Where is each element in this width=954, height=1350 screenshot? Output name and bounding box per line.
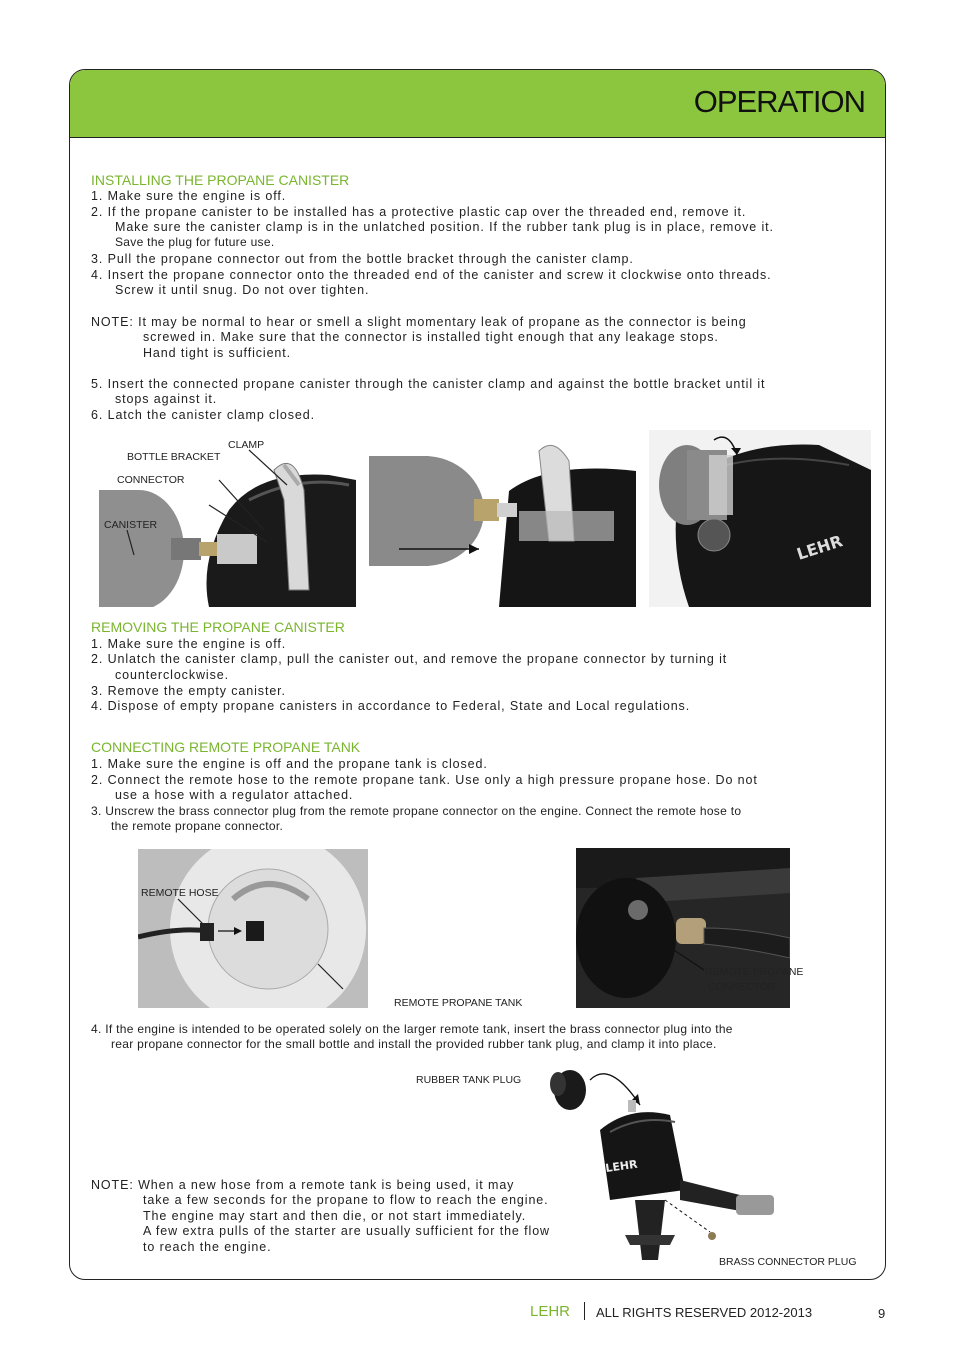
remove-step-3: 3. Remove the empty canister. [91, 684, 286, 698]
engine-logo-photo3: LEHR [794, 531, 845, 564]
connect-step-4: 4. If the engine is intended to be operated solely on the larger remote tank, insert the brass connector plug into the [91, 1022, 733, 1036]
remove-step-4: 4. Dispose of empty propane canisters in accordance to Federal, State and Local regulations. [91, 699, 691, 713]
install-step-5-cont: stops against it. [115, 392, 218, 406]
connect-note-1: NOTE: When a new hose from a remote tank is being used, it may [91, 1178, 515, 1192]
install-note-1: NOTE: It may be normal to hear or smell a slight momentary leak of propane as the connector is being [91, 315, 747, 329]
connect-note-2: take a few seconds for the propane to flow to reach the engine. [143, 1193, 549, 1207]
connect-step-1: 1. Make sure the engine is off and the propane tank is closed. [91, 757, 488, 771]
removing-heading: REMOVING THE PROPANE CANISTER [91, 619, 345, 635]
remove-step-2-cont: counterclockwise. [115, 668, 229, 682]
footer-rights: ALL RIGHTS RESERVED 2012-2013 [596, 1305, 813, 1320]
photo-remote-tank [138, 849, 368, 1008]
install-step-6: 6. Latch the canister clamp closed. [91, 408, 315, 422]
install-step-2-cont2: Save the plug for future use. [115, 235, 275, 249]
label-remote-connector-1: REMOTE PROPANE [705, 966, 804, 978]
engine-logo: LEHR [604, 1157, 639, 1175]
label-canister: CANISTER [104, 519, 158, 531]
footer-brand: LEHR [530, 1303, 571, 1320]
label-remote-hose: REMOTE HOSE [141, 887, 219, 899]
header-banner [70, 70, 885, 138]
remove-step-1: 1. Make sure the engine is off. [91, 637, 287, 651]
connect-step-4-cont: rear propane connector for the small bottle and install the provided rubber tank plug, and clamp it into place. [111, 1037, 717, 1051]
install-note-2: screwed in. Make sure that the connector is installed tight enough that any leakage stops. [143, 330, 719, 344]
install-step-5: 5. Insert the connected propane canister through the canister clamp and against the bottle bracket until it [91, 377, 766, 391]
installing-heading: INSTALLING THE PROPANE CANISTER [91, 172, 350, 188]
label-remote-connector-2: CONNECTOR [708, 981, 776, 993]
install-step-1: 1. Make sure the engine is off. [91, 189, 287, 203]
label-brass-plug: BRASS CONNECTOR PLUG [719, 1256, 857, 1268]
connect-step-3: 3. Unscrew the brass connector plug from the remote propane connector on the engine. Connect the remote hose to [91, 804, 742, 818]
install-note-3: Hand tight is sufficient. [143, 346, 292, 360]
connect-step-2: 2. Connect the remote hose to the remote propane tank. Use only a high pressure propane hose. Do not [91, 773, 758, 787]
label-remote-tank: REMOTE PROPANE TANK [394, 997, 523, 1009]
connecting-heading: CONNECTING REMOTE PROPANE TANK [91, 739, 361, 755]
label-rubber-plug: RUBBER TANK PLUG [416, 1074, 522, 1086]
photo-canister-install-2 [369, 431, 636, 607]
connect-note-5: to reach the engine. [143, 1240, 272, 1254]
install-step-4-cont: Screw it until snug. Do not over tighten. [115, 283, 370, 297]
label-connector: CONNECTOR [117, 474, 185, 486]
install-step-2-cont: Make sure the canister clamp is in the unlatched position. If the rubber tank plug is in place, remove it. [115, 220, 774, 234]
connect-step-3-cont: the remote propane connector. [111, 819, 284, 833]
photo-canister-install-3 [649, 430, 871, 607]
install-step-2: 2. If the propane canister to be installed has a protective plastic cap over the threaded end, remove it. [91, 205, 747, 219]
connect-note-3: The engine may start and then die, or not start immediately. [143, 1209, 527, 1223]
page-number: 9 [878, 1306, 886, 1321]
connect-note-4: A few extra pulls of the starter are usually sufficient for the flow [143, 1224, 550, 1238]
footer-separator [584, 1302, 585, 1320]
engine-illustration [540, 1060, 790, 1270]
page-title: OPERATION [693, 84, 865, 119]
install-step-3: 3. Pull the propane connector out from the bottle bracket through the canister clamp. [91, 252, 634, 266]
connect-step-2-cont: use a hose with a regulator attached. [115, 788, 354, 802]
install-step-4: 4. Insert the propane connector onto the threaded end of the canister and screw it clockwise onto threads. [91, 268, 772, 282]
label-bottle-bracket: BOTTLE BRACKET [127, 451, 221, 463]
remove-step-2: 2. Unlatch the canister clamp, pull the canister out, and remove the propane connector by turning it [91, 652, 728, 666]
label-clamp: CLAMP [228, 439, 265, 451]
